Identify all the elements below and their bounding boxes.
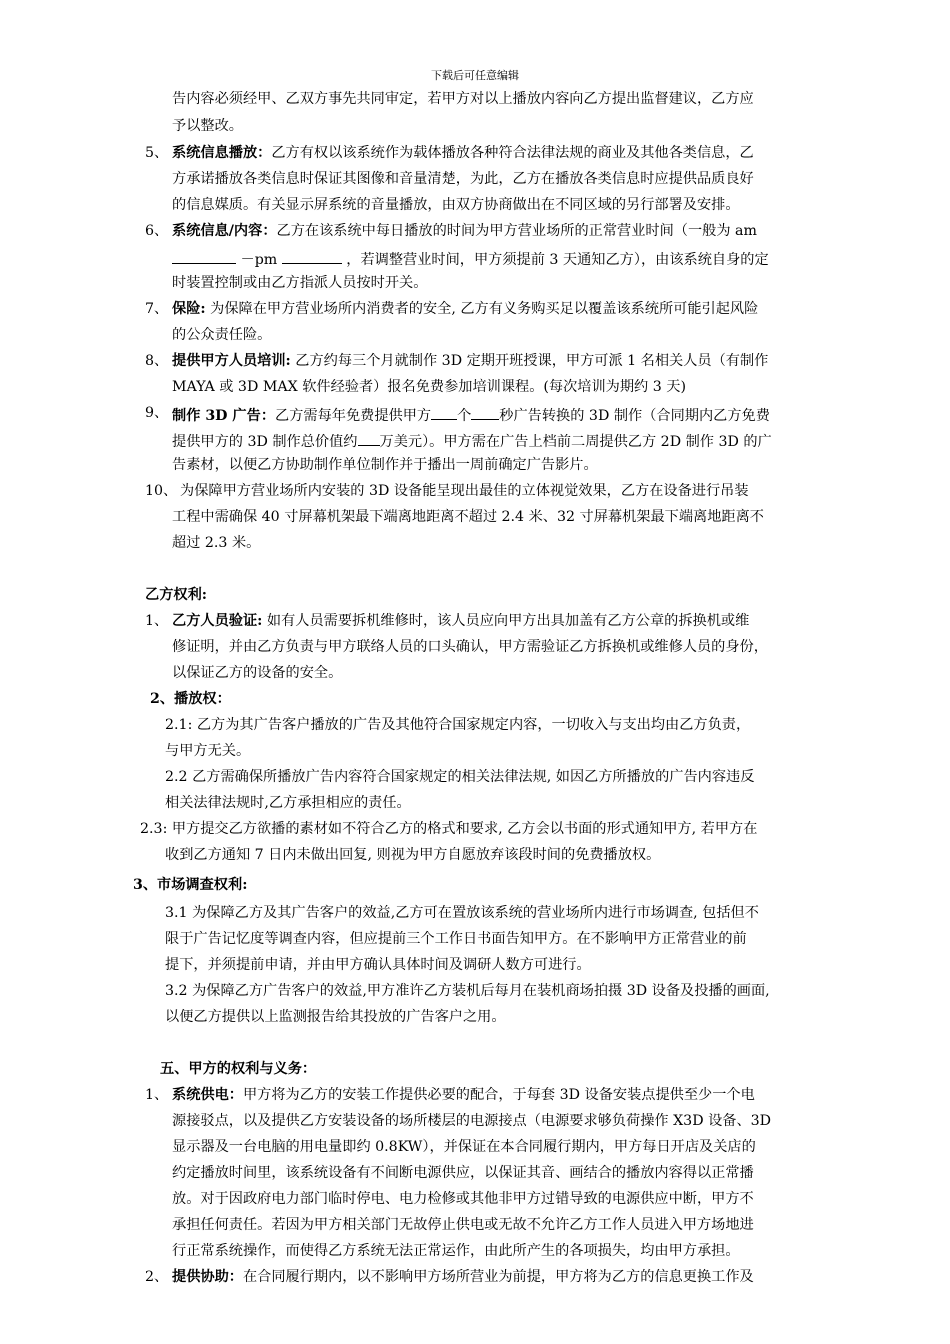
yi-right-1-line-1 <box>172 614 749 628</box>
jia-item-2-title: 提供协助 <box>172 1269 229 1285</box>
item-9-text-c: 秒广告转换的 3D 制作（合同期内乙方免费 <box>499 408 770 424</box>
item-9-colon: ： <box>260 408 276 424</box>
item-5-line-2: 方承诺播放各类信息时保证其图像和音量清楚，为此，乙方在播放各类信息时应提供品质良好 <box>172 171 754 187</box>
clause-3-1-line-2: 限于广告记忆度等调查内容，但应提前三个工作日书面告知甲方。在不影响甲方正常营业的前 <box>165 931 747 947</box>
item-8-number: 8、 <box>145 353 169 369</box>
page-header: 下载后可任意编辑 <box>431 69 519 82</box>
clause-2-3-line-2: 收到乙方通知 7 日内未做出回复, 则视为甲方自愿放弃该段时间的免费播放权。 <box>165 847 661 863</box>
jia-item-1-text: 甲方将为乙方的安装工作提供必要的配合，于每套 3D 设备安装点提供至少一个电 <box>242 1087 755 1103</box>
item-9-text-a: 乙方需每年免费提供甲方 <box>275 408 432 424</box>
item-9-title: 制作 3D 广告 <box>172 408 261 424</box>
yi-right-1-text: 如有人员需要拆机维修时，该人员应向甲方出具加盖有乙方公章的拆换机或维 <box>262 613 750 629</box>
clause-2-1-line-1: 2.1: 乙方为其广告客户播放的广告及其他符合国家规定内容，一切收入与支出均由乙方负责， <box>165 717 751 733</box>
item-7-colon: : <box>200 301 206 317</box>
clause-3-2-line-1: 3.2 为保障乙方广告客户的效益,甲方准许乙方装机后每月在装机商场拍摄 3D 设备及投播的画面, <box>165 983 770 999</box>
jia-item-1-line-1 <box>172 1088 755 1102</box>
section-5-title: 五、甲方的权利与义务： <box>160 1061 317 1077</box>
item-9-number: 9、 <box>145 405 169 421</box>
item-6-line-1 <box>172 224 757 238</box>
jia-item-2-colon: ： <box>228 1269 243 1285</box>
item-9-line-3: 告素材，以便乙方协助制作单位制作并于播出一周前确定广告影片。 <box>172 457 598 473</box>
jia-item-1-title: 系统供电 <box>172 1087 229 1103</box>
jia-item-1-line-7: 行正常系统操作，而使得乙方系统无法正常运作，由此所产生的各项损失，均由甲方承担。 <box>172 1243 740 1259</box>
item-5-text: 乙方有权以该系统作为载体播放各种符合法律法规的商业及其他各类信息，乙 <box>271 145 754 161</box>
ad-seconds-blank <box>471 406 499 420</box>
clause-2-2-line-1: 2.2 乙方需确保所播放广告内容符合国家规定的相关法律法规, 如因乙方所播放的广告内容违反 <box>165 769 755 785</box>
item-7-text: 为保障在甲方营业场所内消费者的安全, 乙方有义务购买足以覆盖该系统所可能引起风险 <box>205 301 759 317</box>
ad-count-blank <box>431 406 457 420</box>
item-8-title: 提供甲方人员培训 <box>172 353 286 369</box>
item-9-line-1 <box>172 406 770 423</box>
jia-item-2-line-1 <box>172 1270 754 1284</box>
clause-4-line-2: 予以整改。 <box>172 118 243 134</box>
item-5-title: 系统信息播放 <box>172 145 258 161</box>
yi-right-3-colon: : <box>242 877 248 893</box>
item-10-number: 10、 <box>145 483 178 499</box>
item-8-text: 乙方约每三个月就制作 3D 定期开班授课，甲方可派 1 名相关人员（有制作 <box>290 353 769 369</box>
item-6-pm: －pm <box>236 252 282 268</box>
item-9-text-b: 个 <box>457 408 472 424</box>
am-time-blank <box>172 250 236 264</box>
item-10-line-2: 工程中需确保 40 寸屏幕机架最下端离地距离不超过 2.4 米、32 寸屏幕机架最下端离地距离不 <box>172 509 764 525</box>
yi-right-3-title-text: 3、市场调查权利 <box>133 877 243 893</box>
jia-item-1-line-6: 承担任何责任。若因为甲方相关部门无故停止供电或无故不允许乙方工作人员进入甲方场地进 <box>172 1217 754 1233</box>
yi-right-1-title: 乙方人员验证 <box>172 613 258 629</box>
jia-item-1-line-4: 约定播放时间里，该系统设备有不间断电源供应，以保证其音、画结合的播放内容得以正常播 <box>172 1165 754 1181</box>
clause-3-1-line-1: 3.1 为保障乙方及其广告客户的效益,乙方可在置放该系统的营业场所内进行市场调查, 包括但不 <box>165 905 759 921</box>
item-6-text-2: ，若调整营业时间，甲方须提前 3 天通知乙方），由该系统自身的定 <box>341 252 769 268</box>
item-5-line-3: 的信息媒质。有关显示屏系统的音量播放，由双方协商做出在不同区域的另行部署及安排。 <box>172 197 740 213</box>
item-5-number: 5、 <box>145 145 169 161</box>
jia-item-2-text: 在合同履行期内，以不影响甲方场所营业为前提，甲方将为乙方的信息更换工作及 <box>242 1269 754 1285</box>
yi-right-2-colon: ： <box>216 691 231 707</box>
pm-time-blank <box>282 250 342 264</box>
jia-item-1-number: 1、 <box>145 1087 169 1103</box>
item-9-text-e: 万美元）。甲方需在广告上档前二周提供乙方 2D 制作 3D 的广 <box>379 434 772 450</box>
item-6-text: 乙方在该系统中每日播放的时间为甲方营业场所的正常营业时间（一般为 am <box>276 223 757 239</box>
jia-item-2-number: 2、 <box>145 1269 169 1285</box>
clause-3-1-line-3: 提下，并须提前申请，并由甲方确认具体时间及调研人数方可进行。 <box>165 957 591 973</box>
yi-right-2-title <box>150 692 231 706</box>
yi-right-1-colon: : <box>257 613 263 629</box>
yi-right-3-title <box>133 878 247 892</box>
clause-4-line-1: 告内容必须经甲、乙双方事先共同审定，若甲方对以上播放内容向乙方提出监督建议，乙方应 <box>172 91 754 107</box>
jia-item-1-line-5: 放。对于因政府电力部门临时停电、电力检修或其他非甲方过错导致的电源供应中断，甲方不 <box>172 1191 754 1207</box>
item-10-line-1: 为保障甲方营业场所内安装的 3D 设备能呈现出最佳的立体视觉效果，乙方在设备进行吊装 <box>180 483 749 499</box>
jia-item-1-line-2: 源接驳点，以及提供乙方安装设备的场所楼层的电源接点（电源要求够负荷操作 X3D 设备、3D <box>172 1113 772 1129</box>
item-9-line-2 <box>172 432 772 449</box>
yi-right-1-line-2: 修证明，并由乙方负责与甲方联络人员的口头确认，甲方需验证乙方拆换机或维修人员的身份， <box>172 639 768 655</box>
item-7-title: 保险 <box>172 301 201 317</box>
item-6-number: 6、 <box>145 223 169 239</box>
item-9-text-d: 提供甲方的 3D 制作总价值约 <box>172 434 358 450</box>
item-10-line-3: 超过 2.3 米。 <box>172 535 261 551</box>
item-8-line-2: MAYA 或 3D MAX 软件经验者）报名免费参加培训课程。(每次培训为期约 3 天) <box>172 379 687 395</box>
section-yi-rights-title: 乙方权利: <box>145 587 207 603</box>
clause-2-3-line-1: 2.3: 甲方提交乙方欲播的素材如不符合乙方的格式和要求, 乙方会以书面的形式通知甲方, 若甲方在 <box>140 821 758 837</box>
item-6-colon: ： <box>262 223 277 239</box>
clause-2-1-line-2: 与甲方无关。 <box>165 743 251 759</box>
item-7-line-2: 的公众责任险。 <box>172 327 272 343</box>
yi-right-1-line-3: 以保证乙方的设备的安全。 <box>172 665 343 681</box>
yi-right-2-title-text: 2、播放权 <box>150 691 217 707</box>
item-8-line-1 <box>172 354 768 368</box>
item-7-line-1 <box>172 302 758 316</box>
item-7-number: 7、 <box>145 301 169 317</box>
jia-item-1-line-3: 显示器及一台电脑的用电量即约 0.8KW），并保证在本合同履行期内，甲方每日开店及关店的 <box>172 1139 756 1155</box>
clause-3-2-line-2: 以便乙方提供以上监测报告给其投放的广告客户之用。 <box>165 1009 506 1025</box>
item-5-line-1 <box>172 146 754 160</box>
clause-2-2-line-2: 相关法律法规时,乙方承担相应的责任。 <box>165 795 411 811</box>
item-6-line-2 <box>172 250 769 267</box>
item-5-colon: ： <box>257 145 272 161</box>
jia-item-1-colon: ： <box>228 1087 243 1103</box>
item-6-title: 系统信息/内容 <box>172 223 263 239</box>
item-8-colon: : <box>285 353 291 369</box>
value-blank <box>358 432 380 446</box>
item-6-line-3: 时装置控制或由乙方指派人员按时开关。 <box>172 275 428 291</box>
yi-right-1-number: 1、 <box>145 613 169 629</box>
